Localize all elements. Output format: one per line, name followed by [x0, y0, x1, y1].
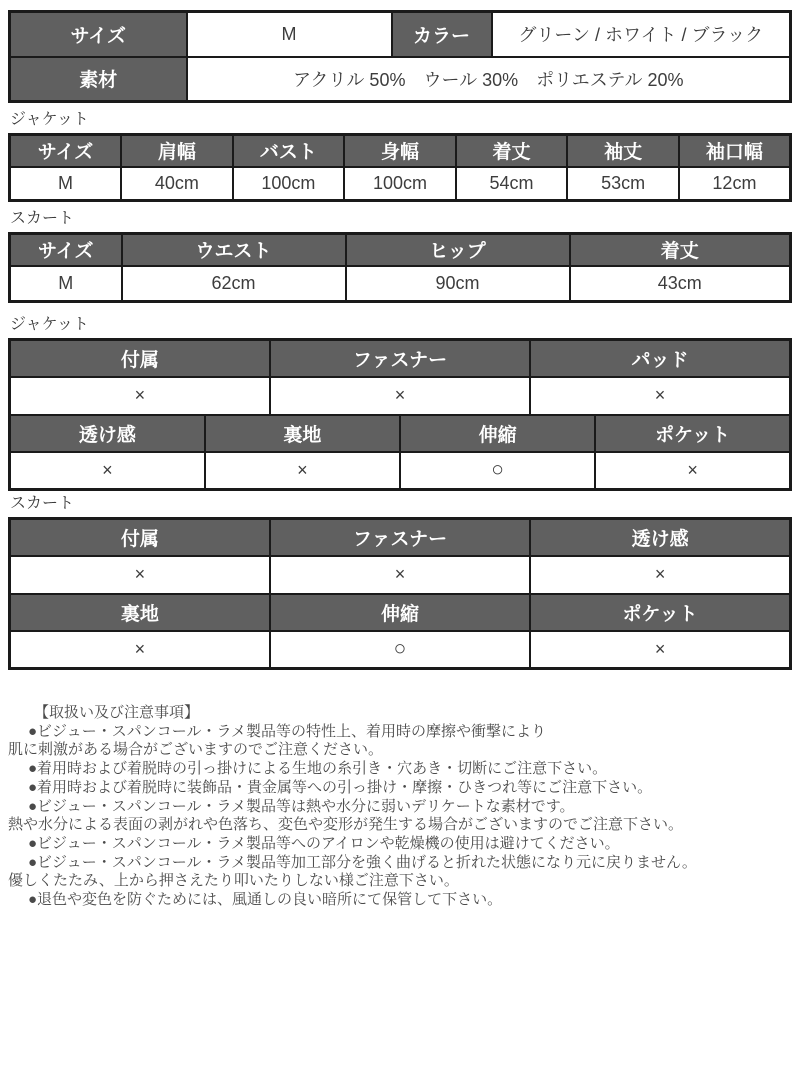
- jacket-shoulder-header: 肩幅: [121, 135, 233, 167]
- care-notes-title: 【取扱い及び注意事項】: [34, 704, 200, 721]
- care-note-line: ●着用時および着脱時の引っ掛けによる生地の糸引き・穴あき・切断にご注意下さい。: [28, 760, 608, 778]
- jacket-features-table: [8, 338, 792, 491]
- table-row: [10, 519, 791, 556]
- table-row: [10, 57, 791, 102]
- jacket-sheer-value: ×: [10, 452, 205, 490]
- skirt-accessory-value: ×: [10, 556, 270, 594]
- jacket-fastener-value: ×: [270, 377, 530, 415]
- jacket-cuff-value: 12cm: [679, 167, 791, 201]
- jacket-fastener-header: ファスナー: [270, 340, 530, 377]
- jacket-accessory-header: 付属: [10, 340, 270, 377]
- care-note-line: ●着用時および着脱時に装飾品・貴金属等への引っ掛け・摩擦・ひきつれ等にご注意下さい。: [28, 778, 653, 796]
- skirt-accessory-header: 付属: [10, 519, 270, 556]
- jacket-bodywidth-header: 身幅: [344, 135, 456, 167]
- table-row: [10, 340, 791, 377]
- jacket-bust-value: 100cm: [233, 167, 345, 201]
- table-row: [10, 266, 791, 302]
- jacket-stretch-value: ○: [400, 452, 595, 490]
- general-spec-table: [8, 10, 792, 103]
- jacket-length-value: 54cm: [456, 167, 568, 201]
- color-header: カラー: [392, 12, 492, 57]
- material-header: 素材: [10, 57, 187, 102]
- care-note-line: 肌に刺激がある場合がございますのでご注意ください。: [8, 741, 384, 759]
- skirt-pocket-header: ポケット: [530, 594, 790, 631]
- jacket-pad-header: パッド: [530, 340, 790, 377]
- table-row: [10, 415, 791, 452]
- skirt-pocket-value: ×: [530, 631, 790, 669]
- skirt-lining-header: 裏地: [10, 594, 270, 631]
- skirt-stretch-value: ○: [270, 631, 530, 669]
- jacket-sleeve-header: 袖丈: [567, 135, 679, 167]
- care-note-line: ●ビジュー・スパンコール・ラメ製品等は熱や水分に弱いデリケートな素材です。: [28, 797, 575, 815]
- jacket-pocket-header: ポケット: [595, 415, 790, 452]
- skirt-waist-value: 62cm: [122, 266, 346, 302]
- table-row: [10, 234, 791, 266]
- jacket-pad-value: ×: [530, 377, 790, 415]
- jacket-stretch-header: 伸縮: [400, 415, 595, 452]
- skirt-size-header: サイズ: [10, 234, 122, 266]
- skirt-waist-header: ウエスト: [122, 234, 346, 266]
- table-row: [10, 631, 791, 669]
- table-row: [10, 556, 791, 594]
- care-note-line: ●退色や変色を防ぐためには、風通しの良い暗所にて保管して下さい。: [28, 891, 503, 909]
- jacket-sleeve-value: 53cm: [567, 167, 679, 201]
- material-value: アクリル 50% ウール 30% ポリエステル 20%: [187, 57, 791, 102]
- jacket-lining-value: ×: [205, 452, 400, 490]
- jacket-size-section-label: ジャケット: [10, 111, 89, 128]
- skirt-hip-header: ヒップ: [346, 234, 570, 266]
- jacket-shoulder-value: 40cm: [121, 167, 233, 201]
- jacket-bodywidth-value: 100cm: [344, 167, 456, 201]
- skirt-size-table: [8, 232, 792, 303]
- care-note-line: 優しくたたみ、上から押さえたり叩いたりしない様ご注意下さい。: [8, 872, 459, 890]
- skirt-fastener-header: ファスナー: [270, 519, 530, 556]
- care-note-line: ●ビジュー・スパンコール・ラメ製品等の特性上、着用時の摩擦や衝撃により: [28, 722, 547, 740]
- jacket-features-section-label: ジャケット: [10, 316, 89, 333]
- skirt-sheer-value: ×: [530, 556, 790, 594]
- color-value: グリーン / ホワイト / ブラック: [492, 12, 791, 57]
- skirt-stretch-header: 伸縮: [270, 594, 530, 631]
- jacket-size-table: [8, 133, 792, 202]
- skirt-length-value: 43cm: [570, 266, 791, 302]
- table-row: [10, 12, 791, 57]
- size-header: サイズ: [10, 12, 187, 57]
- table-row: [10, 135, 791, 167]
- table-row: [10, 167, 791, 201]
- jacket-pocket-value: ×: [595, 452, 790, 490]
- skirt-features-section-label: スカート: [10, 495, 75, 512]
- jacket-bust-header: バスト: [233, 135, 345, 167]
- jacket-sheer-header: 透け感: [10, 415, 205, 452]
- jacket-lining-header: 裏地: [205, 415, 400, 452]
- jacket-length-header: 着丈: [456, 135, 568, 167]
- table-row: [10, 452, 791, 490]
- jacket-size-value: M: [10, 167, 122, 201]
- jacket-size-header: サイズ: [10, 135, 122, 167]
- table-row: [10, 594, 791, 631]
- size-value: M: [187, 12, 392, 57]
- skirt-size-value: M: [10, 266, 122, 302]
- jacket-cuff-header: 袖口幅: [679, 135, 791, 167]
- table-row: [10, 377, 791, 415]
- skirt-sheer-header: 透け感: [530, 519, 790, 556]
- care-note-line: ●ビジュー・スパンコール・ラメ製品等へのアイロンや乾燥機の使用は避けてください。: [28, 834, 620, 852]
- care-notes: [8, 704, 792, 910]
- jacket-accessory-value: ×: [10, 377, 270, 415]
- skirt-hip-value: 90cm: [346, 266, 570, 302]
- skirt-fastener-value: ×: [270, 556, 530, 594]
- skirt-lining-value: ×: [10, 631, 270, 669]
- skirt-length-header: 着丈: [570, 234, 791, 266]
- care-note-line: ●ビジュー・スパンコール・ラメ製品等加工部分を強く曲げると折れた状態になり元に戻りません。: [28, 853, 697, 871]
- skirt-size-section-label: スカート: [10, 210, 75, 227]
- care-note-line: 熱や水分による表面の剥がれや色落ち、変色や変形が発生する場合がございますのでご注意下さい。: [8, 816, 684, 834]
- skirt-features-table: [8, 517, 792, 670]
